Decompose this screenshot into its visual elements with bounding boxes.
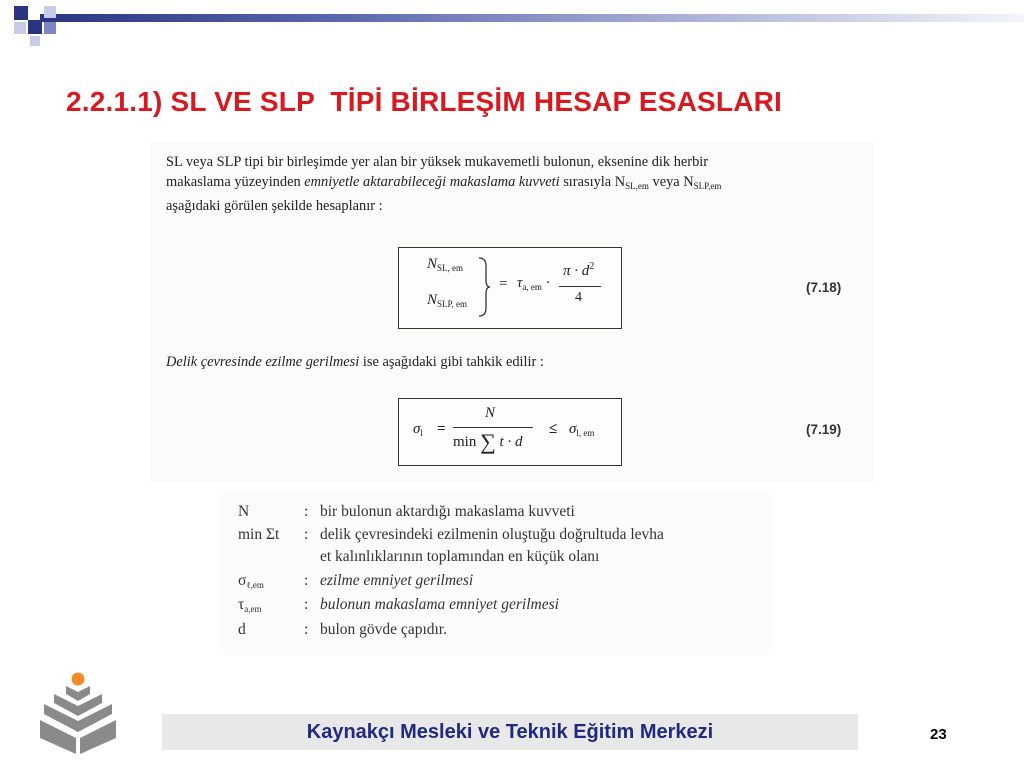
- eq1-n-sl: $N_{SL, em}$: [427, 256, 464, 273]
- equation-7-19-box: [398, 398, 622, 466]
- bearing-paragraph: Delik çevresinde ezilme gerilmesi ise aşağıdaki gibi tahkik edilir :: [166, 354, 544, 370]
- eq1-right-brace: [477, 256, 491, 318]
- intro-line-1: SL veya SLP tipi bir birleşimde yer alan bir yüksek mukavemetli bulonun, eksenine dik herbir: [166, 154, 709, 170]
- deco-square: [44, 6, 56, 18]
- deco-square: [30, 36, 40, 46]
- page-title: 2.2.1.1) SL VE SLP TİPİ BİRLEŞİM HESAP ESASLARI: [66, 86, 783, 117]
- intro-line-3: aşağıdaki görülen şekilde hesaplanır :: [166, 198, 383, 214]
- eq2-leq: ≤: [549, 421, 558, 437]
- deco-square: [44, 22, 56, 34]
- eq1-fraction-bar: [559, 286, 601, 287]
- deco-square: [14, 6, 28, 20]
- equation-number-7-18: (7.18): [806, 280, 842, 295]
- intro-line-2: makaslama yüzeyinden emniyetle aktarabileceği makaslama kuvveti sırasıyla $N_{SL,em}$ veya $N_{SLP,em}$: [166, 174, 722, 191]
- eq1-denominator: 4: [575, 290, 582, 305]
- eq2-denominator: min ∑ t · d: [453, 429, 523, 454]
- header-gradient-bar: [40, 14, 1024, 22]
- eq1-numerator: $\pi \cdot d^2$: [563, 261, 595, 279]
- eq2-equals: =: [437, 421, 446, 437]
- deco-square: [28, 20, 42, 34]
- footer-banner: Kaynakçı Mesleki ve Teknik Eğitim Merkezi: [162, 714, 858, 750]
- eq1-n-slp: $N_{SLP, em}$: [427, 292, 468, 309]
- equation-7-18-box: [398, 247, 622, 329]
- deco-square: [14, 22, 26, 34]
- eq2-numerator: N: [485, 405, 496, 421]
- sprouting-book-logo-icon: [30, 670, 126, 756]
- intro-paragraph: [166, 152, 866, 216]
- eq1-equals: =: [499, 276, 508, 292]
- eq2-sigma: $\sigma_l$: [413, 421, 423, 438]
- eq1-tau: $\tau_{a, em}$ ·: [517, 275, 551, 292]
- page-number: 23: [930, 726, 947, 743]
- equation-number-7-19: (7.19): [806, 422, 842, 437]
- eq2-sigma-allow: $\sigma_{l, em}$: [569, 421, 595, 438]
